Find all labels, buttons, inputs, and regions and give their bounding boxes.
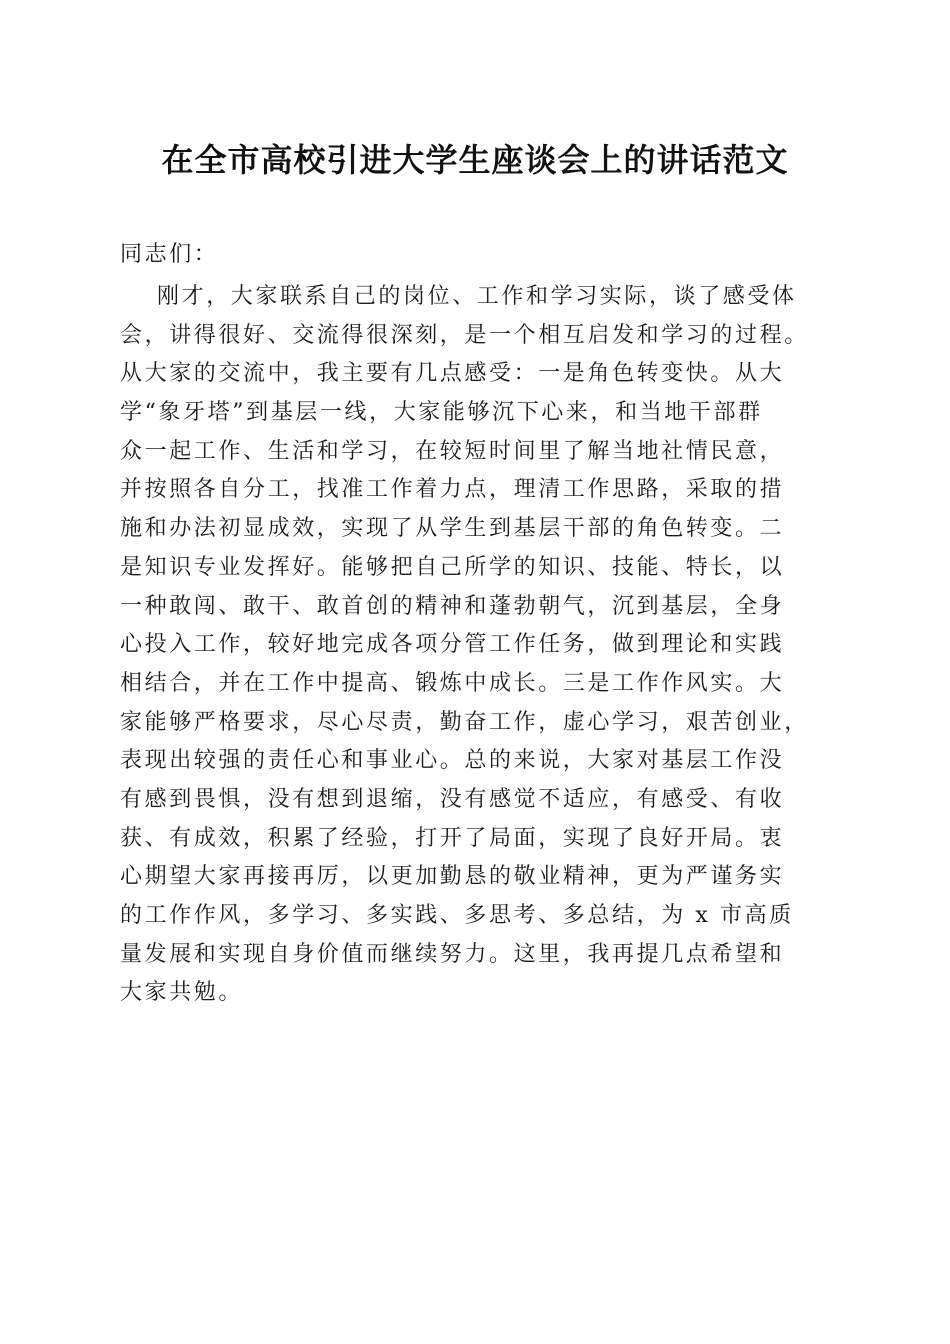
text-line: 的工作作风，多学习、多实践、多思考、多总结，为 x 市高质 (120, 903, 794, 928)
paragraph (120, 278, 836, 1013)
salutation: 同志们： (120, 242, 219, 267)
text-line: 从大家的交流中，我主要有几点感受：一是角色转变快。从大 (120, 361, 785, 387)
text-line: 并按照各自分工，找准工作着力点，理清工作思路，采取的措 (120, 477, 785, 503)
text-line: 一种敢闯、敢干、敢首创的精神和蓬勃朝气，沉到基层，全身 (120, 593, 785, 619)
text-line: 相结合，并在工作中提高、锻炼中成长。三是工作作风实。大 (120, 670, 785, 696)
text-line: 有感到畏惧，没有想到退缩，没有感觉不适应，有感受、有收 (120, 786, 785, 812)
text-line: 会，讲得很好、交流得很深刻，是一个相互启发和学习的过程。 (120, 322, 809, 348)
document-body (120, 236, 836, 1013)
text-line: 众一起工作、生活和学习，在较短时间里了解当地社情民意， (120, 438, 785, 464)
text-line: 表现出较强的责任心和事业心。总的来说，大家对基层工作没 (120, 748, 785, 774)
text-line: 量发展和实现自身价值而继续努力。这里，我再提几点希望和 (120, 941, 785, 967)
document-title: 在全市高校引进大学生座谈会上的讲话范文 (161, 141, 789, 179)
text-line: 学“象牙塔”到基层一线，大家能够沉下心来，和当地干部群 (120, 400, 763, 426)
text-line: 心投入工作，较好地完成各项分管工作任务，做到理论和实践 (120, 632, 785, 658)
text-line: 是知识专业发挥好。能够把自己所学的知识、技能、特长，以 (120, 554, 785, 580)
text-line: 施和办法初显成效，实现了从学生到基层干部的角色转变。二 (120, 516, 785, 542)
text-line: 大家共勉。 (120, 980, 244, 1006)
text-line: 刚才，大家联系自己的岗位、工作和学习实际，谈了感受体 (157, 284, 797, 309)
text-line: 心期望大家再接再厉，以更加勤恳的敬业精神，更为严谨务实 (120, 864, 785, 890)
text-line: 家能够严格要求，尽心尽责，勤奋工作，虚心学习，艰苦创业， (120, 709, 809, 735)
text-line: 获、有成效，积累了经验，打开了局面，实现了良好开局。衷 (120, 825, 785, 851)
